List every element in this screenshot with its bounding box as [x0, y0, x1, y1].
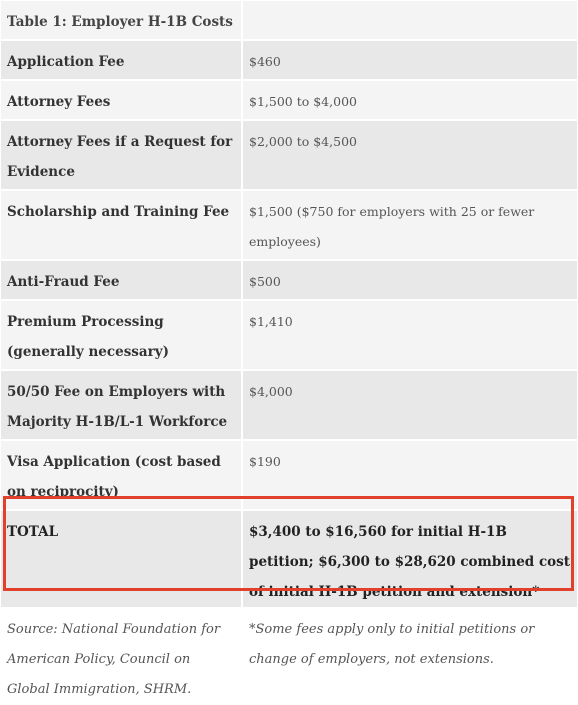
row-label-scholarship-fee: Scholarship and Training Fee	[1, 191, 243, 259]
row-value-application-fee: $460	[243, 41, 577, 79]
total-label: TOTAL	[1, 511, 243, 607]
table-row	[1, 261, 577, 301]
table-row	[1, 371, 577, 441]
row-value-5050-fee: $4,000	[243, 371, 577, 439]
total-row	[1, 511, 577, 609]
table-row	[1, 441, 577, 511]
row-label-5050-fee: 50/50 Fee on Employers with Majority H-1B/L-1 Workforce	[1, 371, 243, 439]
row-label-application-fee: Application Fee	[1, 41, 243, 79]
row-label-attorney-fees: Attorney Fees	[1, 81, 243, 119]
table-row	[1, 81, 577, 121]
total-value: $3,400 to $16,560 for initial H-1B petition; $6,300 to $28,620 combined cost of initial H-1B petition and extension*	[243, 511, 577, 607]
table-title-empty-cell	[243, 1, 577, 39]
source-row	[1, 609, 577, 701]
row-value-visa-application: $190	[243, 441, 577, 509]
table-row	[1, 191, 577, 261]
h1b-costs-table	[1, 1, 577, 701]
row-label-visa-application: Visa Application (cost based on reciprocity)	[1, 441, 243, 509]
row-label-attorney-fees-rfe: Attorney Fees if a Request for Evidence	[1, 121, 243, 189]
table-title: Table 1: Employer H-1B Costs	[1, 1, 243, 39]
row-value-scholarship-fee: $1,500 ($750 for employers with 25 or fewer employees)	[243, 191, 577, 259]
row-label-anti-fraud-fee: Anti-Fraud Fee	[1, 261, 243, 299]
row-value-premium-processing: $1,410	[243, 301, 577, 369]
table-row	[1, 41, 577, 81]
row-value-attorney-fees-rfe: $2,000 to $4,500	[243, 121, 577, 189]
row-value-attorney-fees: $1,500 to $4,000	[243, 81, 577, 119]
row-label-premium-processing: Premium Processing (generally necessary)	[1, 301, 243, 369]
table-title-row	[1, 1, 577, 41]
table-row	[1, 121, 577, 191]
footnote: *Some fees apply only to initial petitions or change of employers, not extensions.	[243, 609, 577, 701]
source-note: Source: National Foundation for American Policy, Council on Global Immigration, SHRM.	[1, 609, 243, 701]
row-value-anti-fraud-fee: $500	[243, 261, 577, 299]
table-row	[1, 301, 577, 371]
